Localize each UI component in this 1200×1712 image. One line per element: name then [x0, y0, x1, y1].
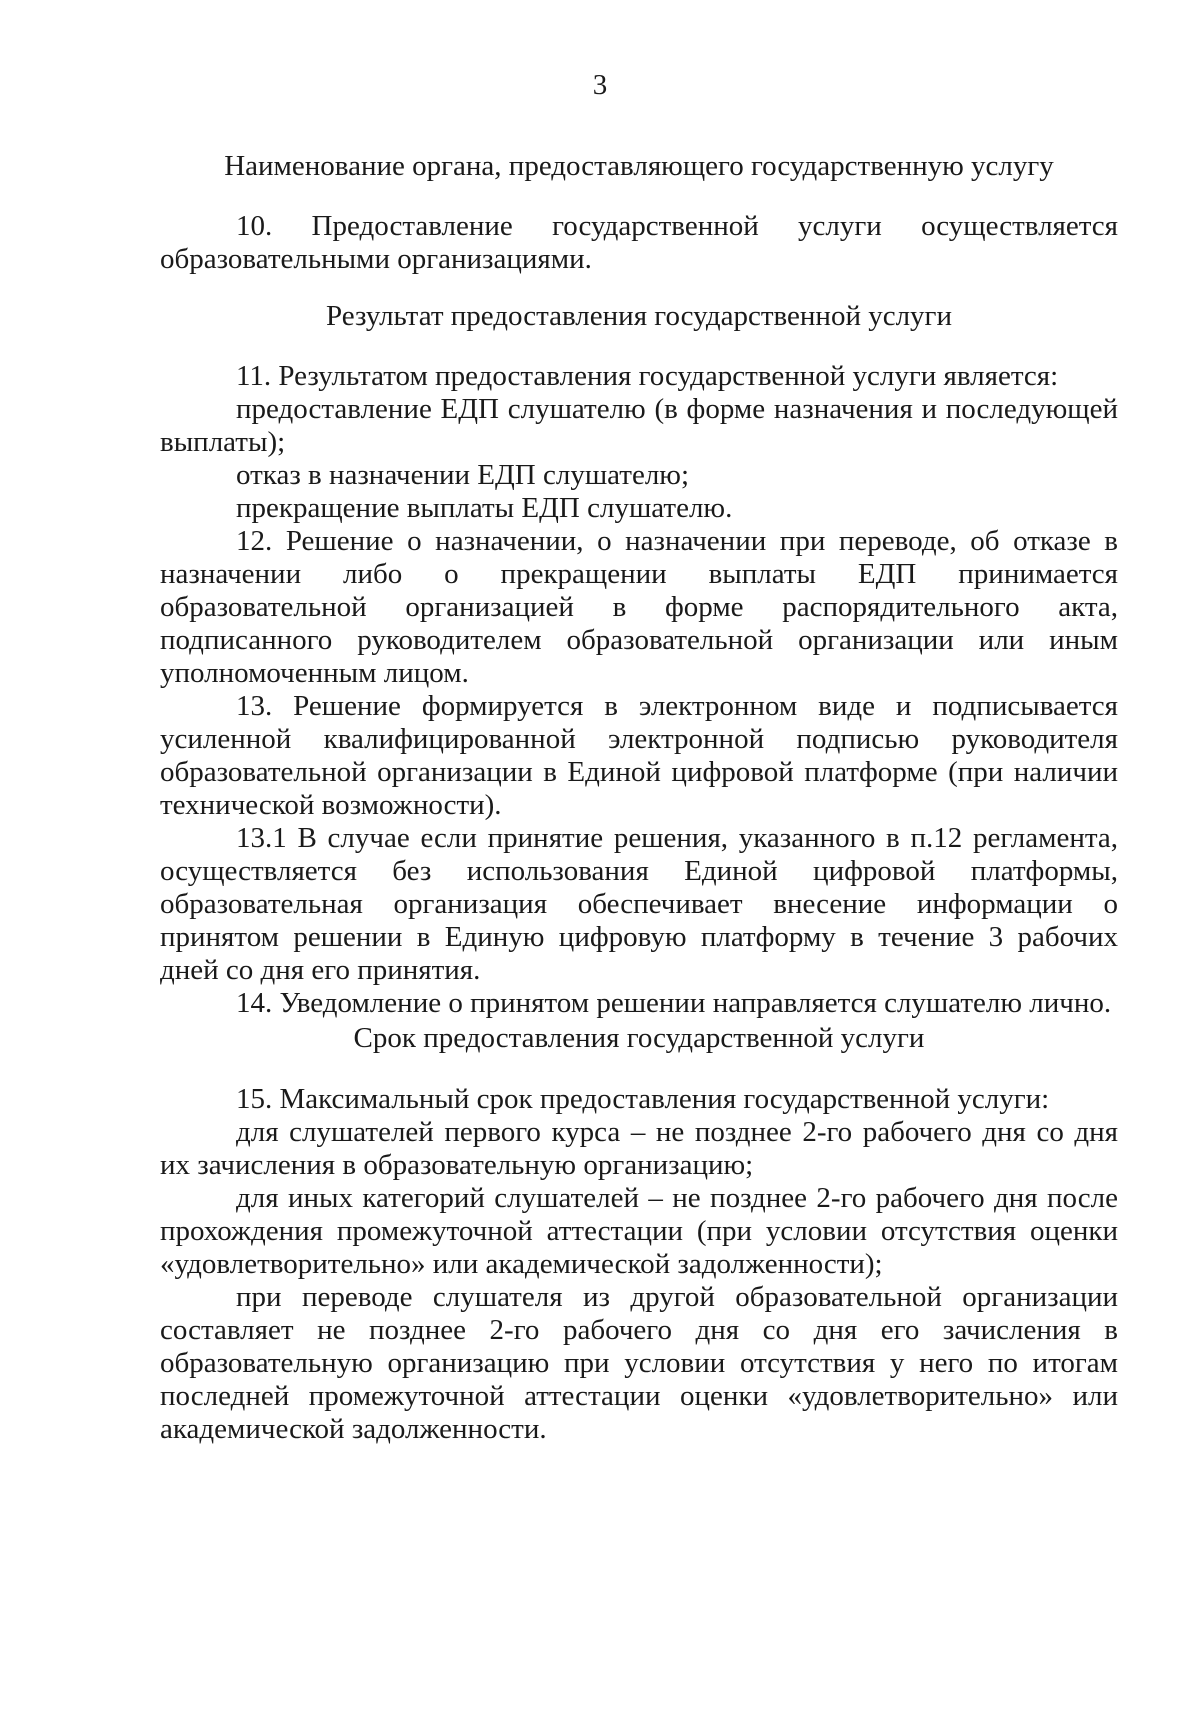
paragraph-13-1: 13.1 В случае если принятие решения, указанного в п.12 регламента, осуществляется без использования Единой цифровой платформы, образовательная организация обеспечивает внесение информации о принятом решении в Единую цифровую платформу в течение 3 рабочих дней со дня его принятия.	[160, 822, 1118, 986]
paragraph-15-item-3: при переводе слушателя из другой образовательной организации составляет не позднее 2-го рабочего дня со дня его зачисления в образовательную организацию при условии отсутствия у него по итогам последней промежуточной аттестации оценки «удовлетворительно» или академической задолженности.	[160, 1281, 1118, 1445]
section-body-provider	[160, 210, 1118, 276]
paragraph-11-item-3: прекращение выплаты ЕДП слушателю.	[236, 492, 733, 524]
section-heading-provider: Наименование органа, предоставляющего государственную услугу	[224, 150, 1054, 182]
paragraph-13: 13. Решение формируется в электронном виде и подписывается усиленной квалифицированной электронной подписью руководителя образовательной организации в Единой цифровой платформе (при наличии технической возможности).	[160, 690, 1118, 821]
section-heading-term: Срок предоставления государственной услуги	[353, 1022, 925, 1054]
paragraph-11-item-2: отказ в назначении ЕДП слушателю;	[236, 459, 690, 491]
paragraph-12: 12. Решение о назначении, о назначении при переводе, об отказе в назначении либо о прекращении выплаты ЕДП принимается образовательной организацией в форме распорядительного акта, подписанного руководителем образовательной организации или иным уполномоченным лицом.	[160, 525, 1118, 689]
section-body-term	[160, 1083, 1118, 1446]
paragraph-15-item-2: для иных категорий слушателей – не позднее 2-го рабочего дня после прохождения промежуточной аттестации (при условии отсутствия оценки «удовлетворительно» или академической задолженности);	[160, 1182, 1118, 1280]
page-number: 3	[592, 69, 608, 101]
paragraph-14: 14. Уведомление о принятом решении направляется слушателю лично.	[236, 987, 1112, 1019]
paragraph-15-item-1: для слушателей первого курса – не позднее 2-го рабочего дня со дня их зачисления в образовательную организацию;	[160, 1116, 1118, 1181]
section-body-result	[160, 360, 1118, 1020]
paragraph-11-item-1: предоставление ЕДП слушателю (в форме назначения и последующей выплаты);	[160, 393, 1118, 458]
paragraph-15: 15. Максимальный срок предоставления государственной услуги:	[236, 1083, 1050, 1115]
paragraph-10: 10. Предоставление государственной услуги осуществляется образовательными организациями.	[160, 210, 1118, 275]
section-heading-result: Результат предоставления государственной услуги	[326, 300, 952, 332]
paragraph-11: 11. Результатом предоставления государственной услуги является:	[236, 360, 1059, 392]
